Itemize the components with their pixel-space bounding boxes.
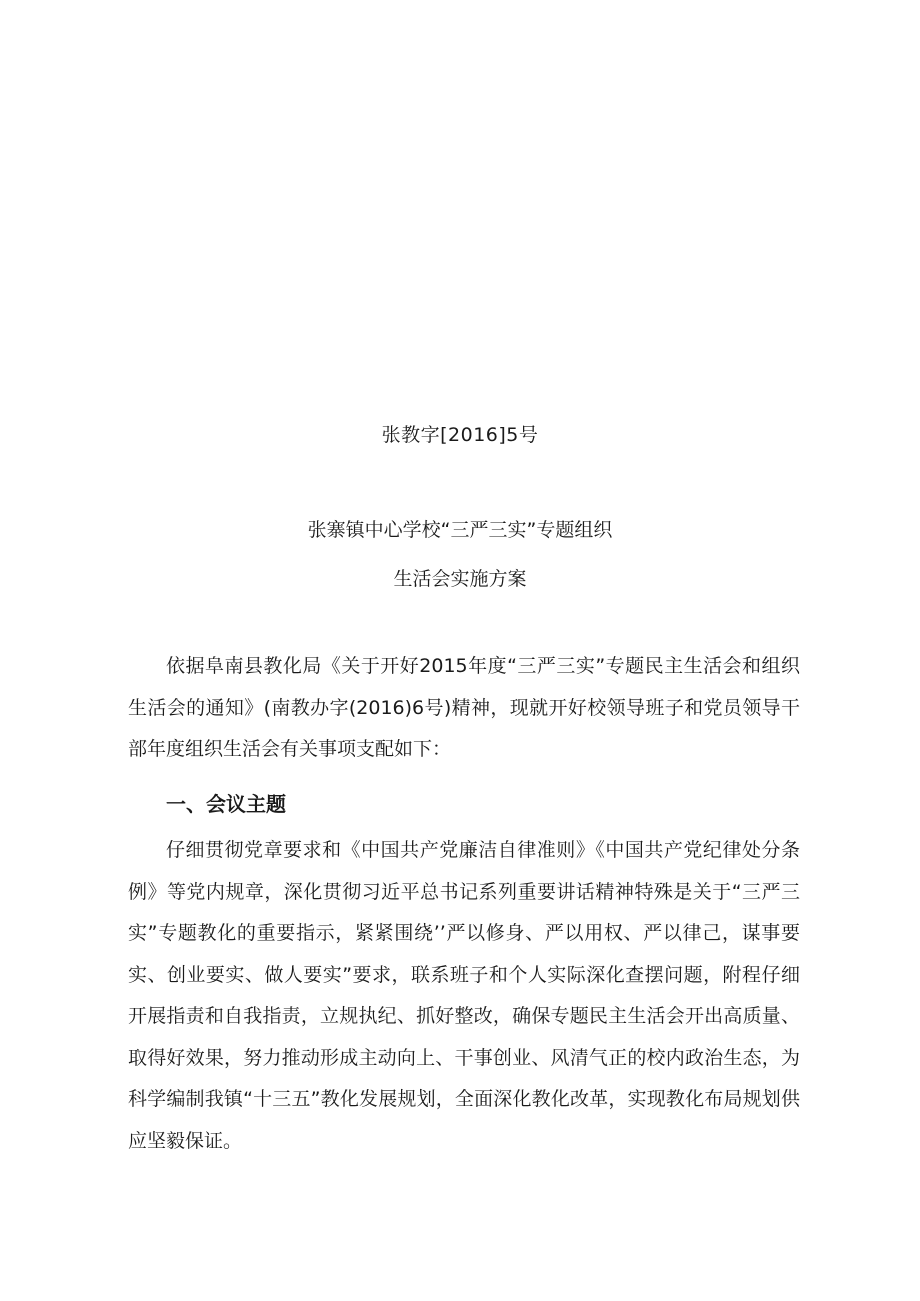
document-title-line-1: 张寨镇中心学校“三严三实”专题组织 — [307, 519, 613, 541]
section1-paragraph-block — [128, 830, 800, 1162]
document-title-line-2: 生活会实施方案 — [393, 568, 527, 590]
section1-paragraph: 仔细贯彻党章要求和《中国共产党廉洁自律准则》《中国共产党纪律处分条例》等党内规章，深化贯彻习近平总书记系列重要讲话精神特殊是关于“三严三实”专题教化的重要指示，紧紧围绕’’严以修身、严以用权、严以律己，谋事要实、创业要实、做人要实”要求，联系班子和个人实际深化查摆问题，附程仔细开展指责和自我指责，立规执纪、抓好整改，确保专题民主生活会开出高质量、取得好效果，努力推动形成主动向上、干事创业、风清气正的校内政治生态，为科学编制我镇“十三五”教化发展规划，全面深化教化改革，实现教化布局规划供应坚毅保证。 — [128, 839, 800, 1152]
intro-paragraph: 依据阜南县教化局《关于开好2015年度“三严三实”专题民主生活会和组织生活会的通知》(南教办字(2016)6号)精神，现就开好校领导班子和党员领导干部年度组织生活会有关事项支配如下： — [128, 655, 800, 760]
section-heading-meeting-theme: 一、会议主题 — [166, 792, 286, 816]
intro-paragraph-block — [128, 646, 800, 771]
document-number: 张教字[2016]5号 — [381, 424, 539, 446]
